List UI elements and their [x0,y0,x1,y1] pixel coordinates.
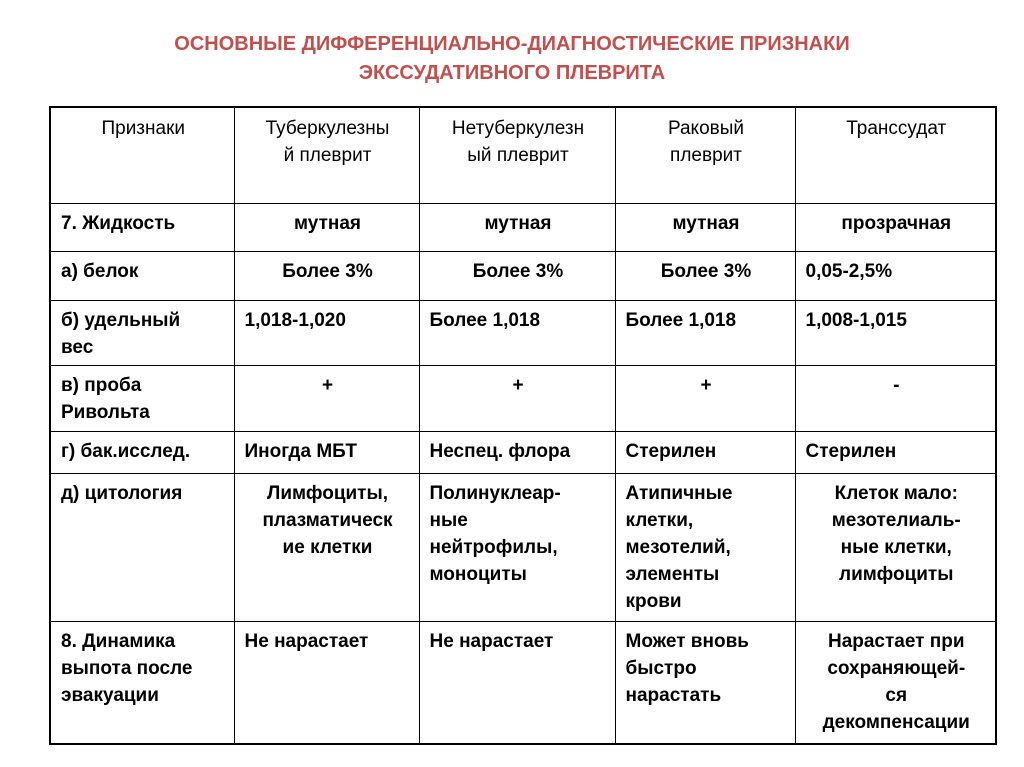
table-cell: 1,008-1,015 [795,300,996,365]
table-cell: - [795,365,996,431]
table-row [50,251,996,300]
table-row [50,473,996,621]
row-label: а) белок [50,251,234,300]
header-non-tuberculous: Нетуберкулезн ый плеврит [419,107,615,203]
table-cell: Более 1,018 [419,300,615,365]
table-cell: Неспец. флора [419,431,615,473]
table-cell: Иногда МБТ [234,431,419,473]
header-tuberculous: Туберкулезны й плеврит [234,107,419,203]
page-title [0,30,1024,88]
table-cell: Нарастает при сохраняющей- ся декомпенсации [795,621,996,744]
table-cell: + [419,365,615,431]
table-cell: Более 3% [615,251,795,300]
table-cell: + [615,365,795,431]
table-cell: 1,018-1,020 [234,300,419,365]
header-signs: Признаки [50,107,234,203]
row-label: 7. Жидкость [50,203,234,251]
row-label: г) бак.исслед. [50,431,234,473]
table-cell: мутная [234,203,419,251]
row-label: д) цитология [50,473,234,621]
table-cell: Не нарастает [419,621,615,744]
table-cell: Атипичные клетки, мезотелий, элементы крови [615,473,795,621]
table-row [50,365,996,431]
title-line-1: ОСНОВНЫЕ ДИФФЕРЕНЦИАЛЬНО-ДИАГНОСТИЧЕСКИЕ ПРИЗНАКИ [174,33,850,55]
table-cell: мутная [615,203,795,251]
diagnostic-table [49,106,997,745]
table-row [50,300,996,365]
table-cell: Может вновь быстро нарастать [615,621,795,744]
table-cell: 0,05-2,5% [795,251,996,300]
table-cell: + [234,365,419,431]
table-cell: мутная [419,203,615,251]
title-line-2: ЭКССУДАТИВНОГО ПЛЕВРИТА [358,62,666,84]
table-cell: прозрачная [795,203,996,251]
table-cell: Лимфоциты, плазматическ ие клетки [234,473,419,621]
table-row [50,621,996,744]
header-row [50,107,996,203]
table-cell: Полинуклеар- ные нейтрофилы, моноциты [419,473,615,621]
table-cell: Более 3% [419,251,615,300]
header-cancer: Раковый плеврит [615,107,795,203]
row-label: б) удельный вес [50,300,234,365]
table-cell: Не нарастает [234,621,419,744]
table-cell: Стерилен [615,431,795,473]
table-cell: Стерилен [795,431,996,473]
row-label: 8. Динамика выпота после эвакуации [50,621,234,744]
row-label: в) проба Ривольта [50,365,234,431]
table-cell: Более 3% [234,251,419,300]
table-cell: Более 1,018 [615,300,795,365]
table-row [50,431,996,473]
table-row [50,203,996,251]
table-cell: Клеток мало: мезотелиаль- ные клетки, лимфоциты [795,473,996,621]
header-transudate: Транссудат [795,107,996,203]
